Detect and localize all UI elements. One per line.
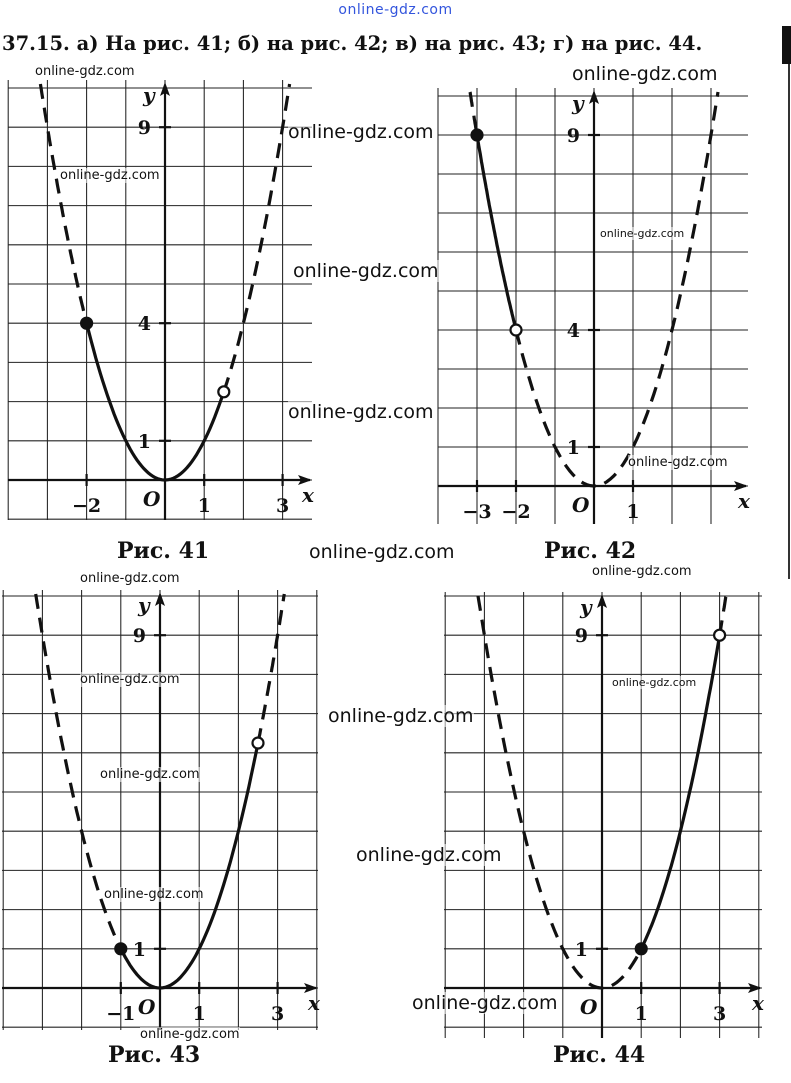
x-tick-label: −2 [501, 501, 531, 523]
x-tick-label: −3 [462, 501, 492, 523]
open-endpoint [511, 325, 522, 336]
figure-42-caption: Рис. 42 [544, 538, 637, 564]
x-tick-label: 3 [275, 495, 290, 517]
origin-label: O [572, 493, 590, 517]
y-axis-label: y [143, 83, 155, 107]
x-axis-label: x [752, 991, 764, 1015]
open-endpoint [714, 630, 725, 641]
y-tick-label: 1 [566, 437, 580, 459]
figure-41-graph [8, 80, 326, 520]
watermark: online-gdz.com [628, 455, 728, 470]
open-endpoint [218, 386, 229, 397]
parabola-dashed-right [258, 594, 284, 743]
open-endpoint [253, 738, 264, 749]
y-axis-label: y [572, 91, 584, 115]
x-tick-label: 3 [712, 1003, 727, 1025]
watermark: online-gdz.com [288, 401, 434, 423]
parabola-dashed-right [516, 92, 718, 486]
figure-44-graph [440, 592, 764, 1038]
y-tick-label: 9 [132, 625, 146, 648]
y-axis-label: y [138, 593, 150, 617]
x-tick-label: 1 [626, 501, 640, 523]
task-number: 37.15. [2, 32, 70, 55]
figure-43-graph [2, 590, 324, 1030]
watermark: online-gdz.com [592, 564, 692, 579]
watermark: online-gdz.com [100, 767, 200, 782]
watermark: online-gdz.com [80, 672, 180, 687]
watermark: online-gdz.com [288, 121, 434, 143]
figure-41-caption: Рис. 41 [117, 538, 210, 564]
y-tick-label: 9 [574, 625, 588, 648]
site-watermark-top: online-gdz.com [338, 2, 453, 18]
filled-endpoint [81, 318, 92, 329]
watermark: online-gdz.com [572, 63, 718, 85]
figure-43-caption: Рис. 43 [108, 1042, 201, 1068]
x-tick-label: 1 [197, 495, 211, 517]
task-text: а) На рис. 41; б) на рис. 42; в) на рис. 43; г) на рис. 44. [76, 32, 703, 55]
origin-label: O [138, 995, 156, 1019]
watermark: online-gdz.com [600, 227, 685, 240]
watermark: online-gdz.com [293, 260, 439, 282]
y-tick-label: 9 [566, 125, 580, 147]
x-tick-label: −1 [106, 1003, 136, 1025]
origin-label: O [580, 995, 598, 1019]
figure-44-caption: Рис. 44 [553, 1042, 646, 1068]
filled-endpoint [636, 943, 647, 954]
filled-endpoint [115, 943, 126, 954]
parabola-dashed-right [224, 84, 290, 392]
watermark: online-gdz.com [80, 571, 180, 586]
y-tick-label: 4 [566, 320, 580, 342]
watermark: online-gdz.com [356, 844, 502, 866]
x-tick-label: −2 [72, 495, 102, 517]
x-tick-label: 3 [270, 1003, 285, 1025]
page-edge-line [788, 64, 790, 579]
x-axis-label: x [738, 489, 750, 513]
filled-endpoint [472, 130, 483, 141]
watermark: online-gdz.com [328, 705, 474, 727]
y-tick-label: 9 [137, 117, 151, 140]
page-edge-bar [782, 26, 791, 64]
origin-label: O [143, 487, 161, 511]
x-tick-label: 1 [634, 1003, 648, 1025]
x-tick-label: 1 [192, 1003, 206, 1025]
y-tick-label: 1 [137, 430, 151, 453]
x-axis-label: x [302, 483, 314, 507]
x-axis-label: x [308, 991, 320, 1015]
y-tick-label: 1 [132, 938, 146, 961]
task-heading [2, 32, 702, 55]
y-tick-label: 1 [574, 938, 588, 961]
watermark: online-gdz.com [60, 168, 160, 183]
watermark: online-gdz.com [412, 992, 558, 1014]
parabola-solid-segment [477, 135, 516, 330]
y-axis-label: y [580, 595, 592, 619]
watermark: online-gdz.com [35, 64, 135, 79]
y-tick-label: 4 [137, 313, 151, 336]
watermark: online-gdz.com [104, 887, 204, 902]
watermark: online-gdz.com [309, 541, 455, 563]
watermark: online-gdz.com [140, 1027, 240, 1042]
watermark: online-gdz.com [612, 676, 697, 689]
